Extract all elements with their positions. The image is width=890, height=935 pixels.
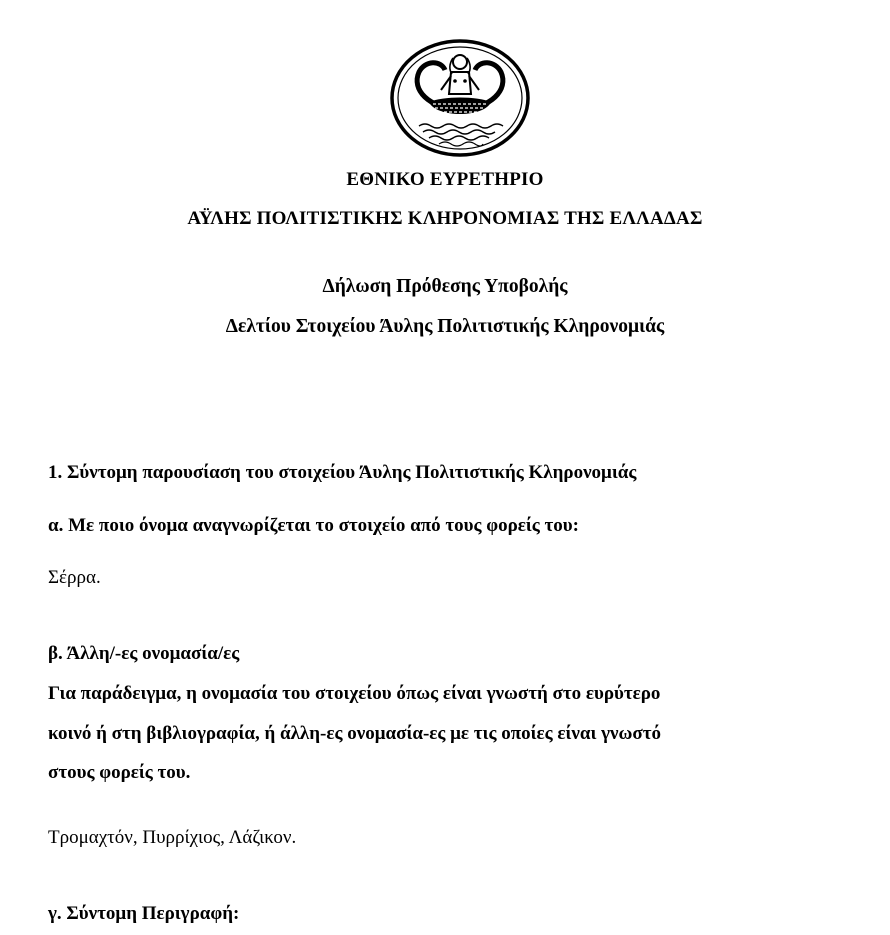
answer-a: Σέρρα. (48, 567, 101, 588)
question-a: α. Με ποιο όνομα αναγνωρίζεται το στοιχείο από τους φορείς του: (48, 515, 579, 536)
question-b-help-line1: Για παράδειγμα, η ονομασία του στοιχείου όπως είναι γνωστή στο ευρύτερο (48, 683, 661, 704)
question-b-help-line3: στους φορείς του. (48, 762, 191, 783)
mermaid-emblem-icon (389, 38, 531, 158)
org-name-line2: ΑΫΛΗΣ ΠΟΛΙΤΙΣΤΙΚΗΣ ΚΛΗΡΟΝΟΜΙΑΣ ΤΗΣ ΕΛΛΑΔΑΣ (187, 208, 703, 229)
org-name-line1: ΕΘΝΙΚΟ ΕΥΡΕΤΗΡΙΟ (346, 169, 544, 190)
document-title-line2: Δελτίου Στοιχείου Άυλης Πολιτιστικής Κληρονομιάς (225, 316, 665, 337)
question-b: β. Άλλη/-ες ονομασία/ες (48, 643, 240, 664)
section-heading: 1. Σύντομη παρουσίαση του στοιχείου Άυλης Πολιτιστικής Κληρονομιάς (48, 462, 637, 483)
document-title-line1: Δήλωση Πρόθεσης Υποβολής (322, 276, 568, 297)
question-b-help-line2: κοινό ή στη βιβλιογραφία, ή άλλη-ες ονομασία-ες με τις οποίες είναι γνωστό (48, 723, 662, 744)
answer-b: Τρομαχτόν, Πυρρίχιος, Λάζικον. (48, 827, 297, 848)
question-c: γ. Σύντομη Περιγραφή: (48, 903, 240, 924)
